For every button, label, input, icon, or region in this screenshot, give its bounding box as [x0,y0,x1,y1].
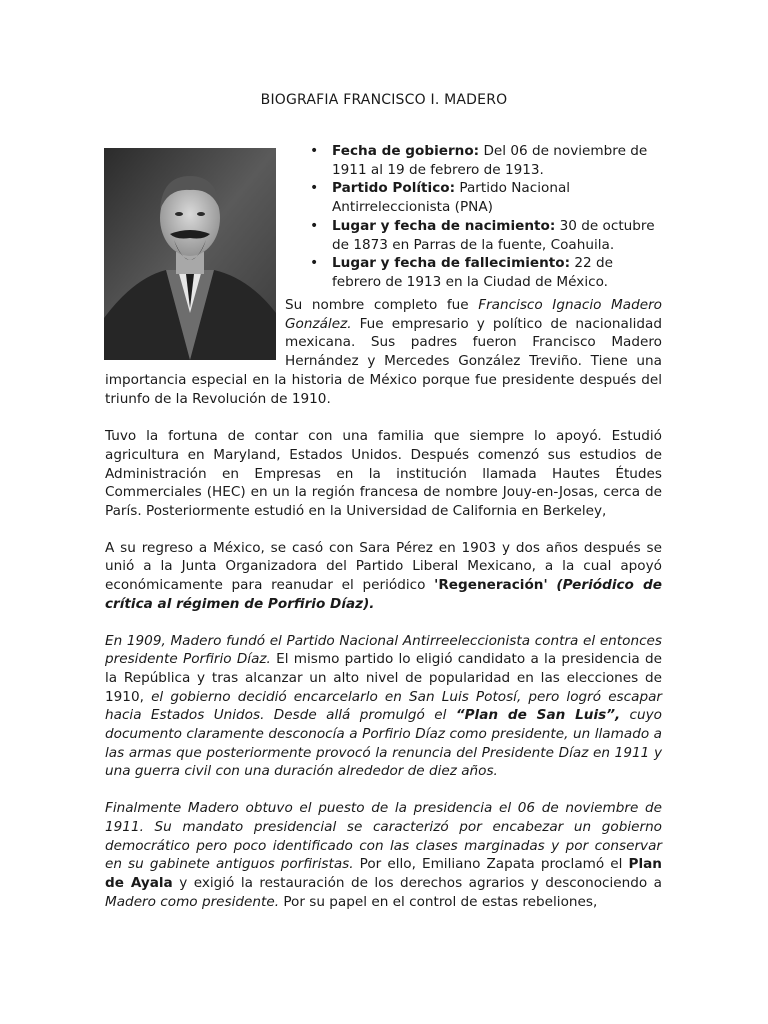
paragraph-4: En 1909, Madero fundó el Partido Nacional Antirreeleccionista contra el entonces presidente Porfirio Díaz. El mismo partido lo eligió candidato a la presidencia de la República y tras alcanzar un alto nivel de popularidad en las elecciones de 1910, el gobierno decidió encarcelarlo en San Luis Potosí, pero logró escapar hacia Estados Unidos. Desde allá promulgó el “Plan de San Luis”, cuyo documento claramente desconocía a Porfirio Díaz como presidente, un llamado a las armas que posteriormente provocó la renuncia del Presidente Díaz en 1911 y una guerra civil con una duración alrededor de diez años. [105,632,662,780]
list-item: • Partido Político: Partido Nacional Antirreleccionista (PNA) [310,179,662,216]
paragraph-5: Finalmente Madero obtuvo el puesto de la presidencia el 06 de noviembre de 1911. Su mandato presidencial se caracterizó por encabezar un gobierno democrático pero poco identificado con las clases marginadas y por conservar en su gabinete antiguos porfiristas. Por ello, Emiliano Zapata proclamó el Plan de Ayala y exigió la restauración de los derechos agrarios y desconociendo a Madero como presidente. Por su papel en el control de estas rebeliones, [105,800,662,910]
paragraph-3: A su regreso a México, se casó con Sara Pérez en 1903 y dos años después se unió a la Junta Organizadora del Partido Liberal Mexicano, a la cual apoyó económicamente para reanudar el periódico 'Regeneración' (Periódico de crítica al régimen de Porfirio Díaz). [105,539,662,612]
body-text [105,296,662,918]
paragraph-2: Tuvo la fortuna de contar con una familia que siempre lo apoyó. Estudió agricultura en Maryland, Estados Unidos. Después comenzó sus estudios de Administración en Empresas en la institución llamada Hautes Études Commerciales (HEC) en un la región francesa de nombre Jouy-en-Josas, cerca de París. Posteriormente estudió en la Universidad de California en Berkeley, [105,428,662,520]
list-item: • Lugar y fecha de fallecimiento: 22 de febrero de 1913 en la Ciudad de México. [310,254,662,291]
document-title: BIOGRAFIA FRANCISCO I. MADERO [260,92,508,108]
paragraph-1: Su nombre completo fue Francisco Ignacio Madero González. Fue empresario y político de nacionalidad mexicana. Sus padres fueron Francisco Madero Hernández y Mercedes González Treviño. Tiene una importancia especial en la historia de México porque fue presidente después del triunfo de la Revolución de 1910. [105,297,662,407]
list-item: • Lugar y fecha de nacimiento: 30 de octubre de 1873 en Parras de la fuente, Coahuila. [310,217,662,254]
facts-list [310,142,662,292]
list-item: • Fecha de gobierno: Del 06 de noviembre de 1911 al 19 de febrero de 1913. [310,142,662,179]
photo-wrap-spacer [105,296,285,360]
